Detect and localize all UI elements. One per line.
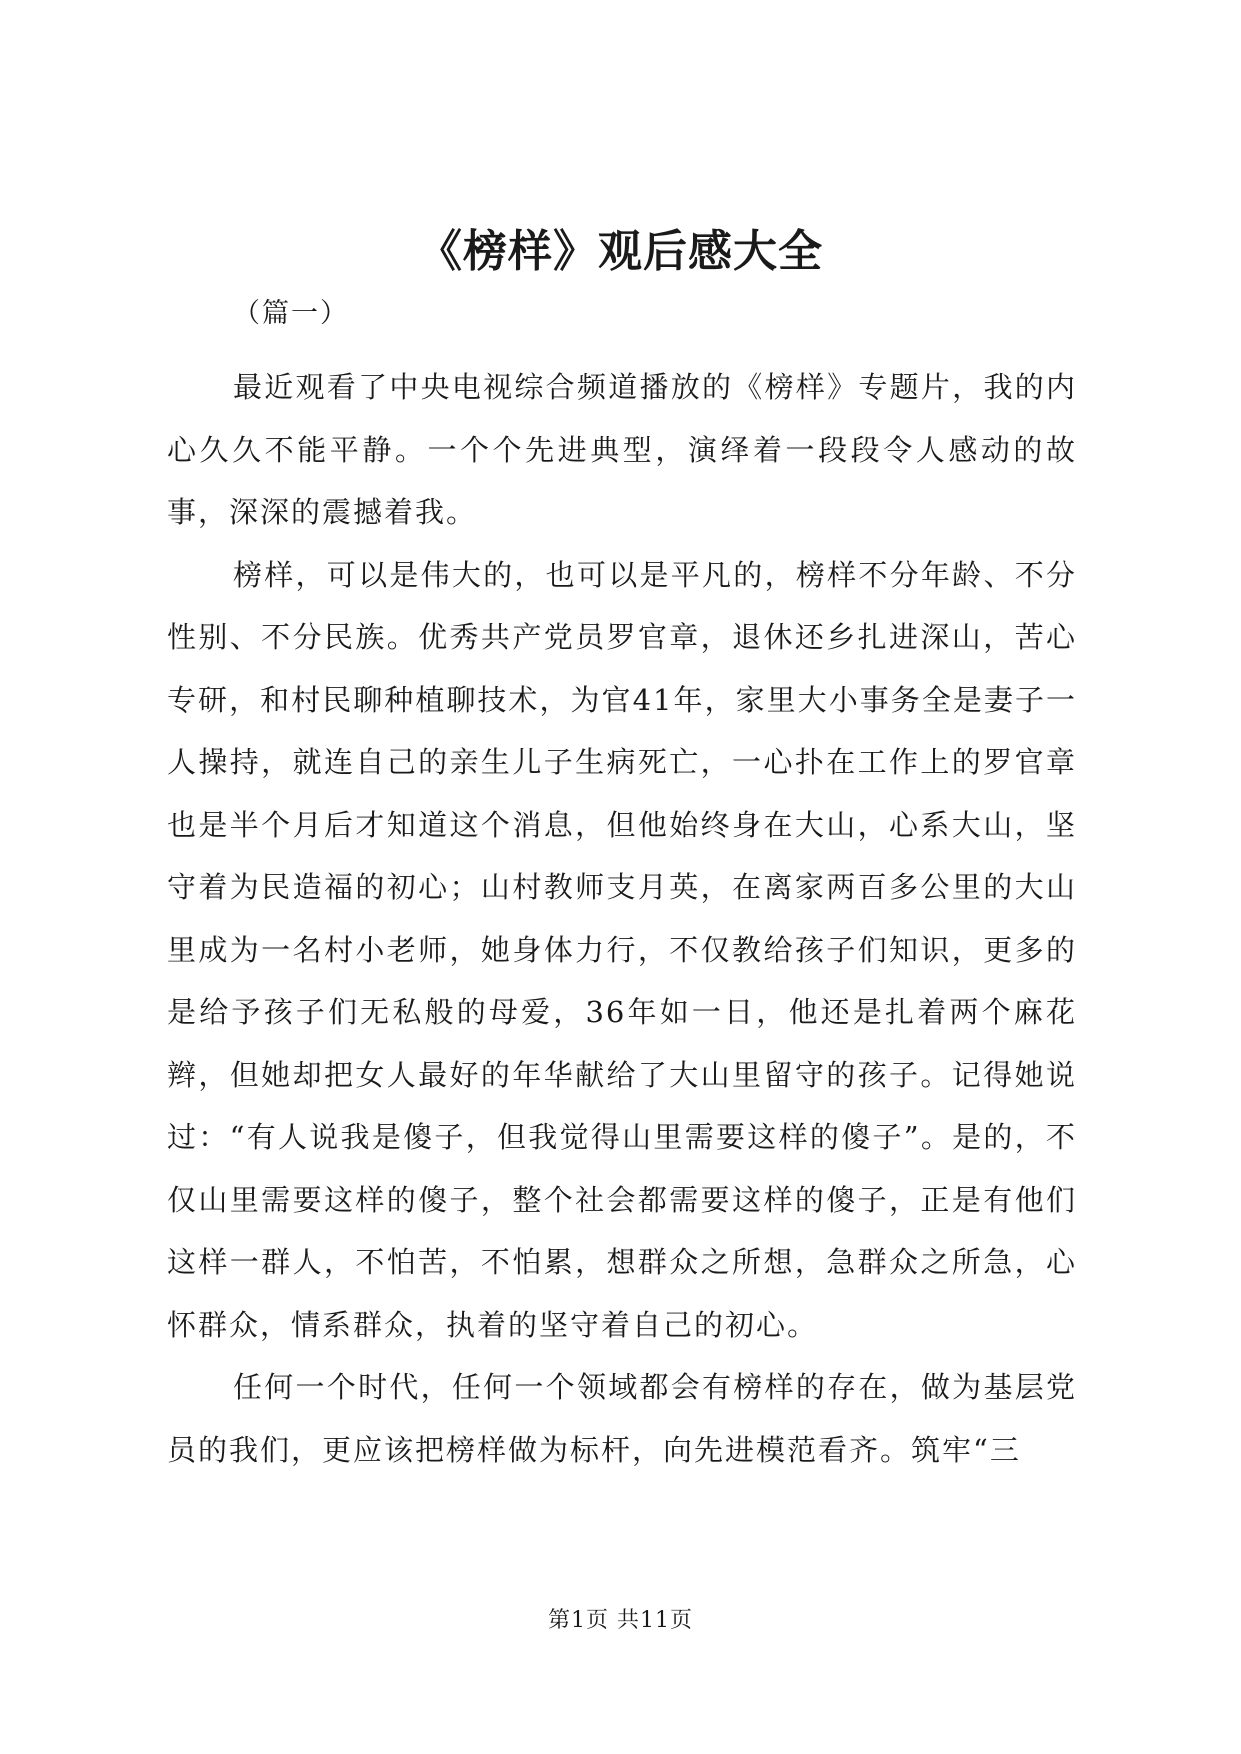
page-footer: 第1页 共11页 bbox=[548, 1608, 693, 1633]
paragraph: 任何一个时代，任何一个领域都会有榜样的存在，做为基层党员的我们，更应该把榜样做为标杆，向先进模范看齐。筑牢“三 bbox=[167, 1370, 1077, 1467]
document-body bbox=[167, 356, 1077, 1481]
document-title: 《榜样》观后感大全 bbox=[418, 226, 823, 277]
section-label: （篇一） bbox=[233, 298, 349, 329]
paragraph: 最近观看了中央电视综合频道播放的《榜样》专题片，我的内心久久不能平静。一个个先进典型，演绎着一段段令人感动的故事，深深的震撼着我。 bbox=[167, 370, 1077, 529]
paragraph: 榜样，可以是伟大的，也可以是平凡的，榜样不分年龄、不分性别、不分民族。优秀共产党员罗官章，退休还乡扎进深山，苦心专研，和村民聊种植聊技术，为官41年，家里大小事务全是妻子一人操持，就连自己的亲生儿子生病死亡，一心扑在工作上的罗官章也是半个月后才知道这个消息，但他始终身在大山，心系大山，坚守着为民造福的初心；山村教师支月英，在离家两百多公里的大山里成为一名村小老师，她身体力行，不仅教给孩子们知识，更多的是给予孩子们无私般的母爱，36年如一日，他还是扎着两个麻花辫，但她却把女人最好的年华献给了大山里留守的孩子。记得她说过：“有人说我是傻子，但我觉得山里需要这样的傻子”。是的，不仅山里需要这样的傻子，整个社会都需要这样的傻子，正是有他们这样一群人，不怕苦，不怕累，想群众之所想，急群众之所急，心怀群众，情系群众，执着的坚守着自己的初心。 bbox=[167, 557, 1077, 1342]
